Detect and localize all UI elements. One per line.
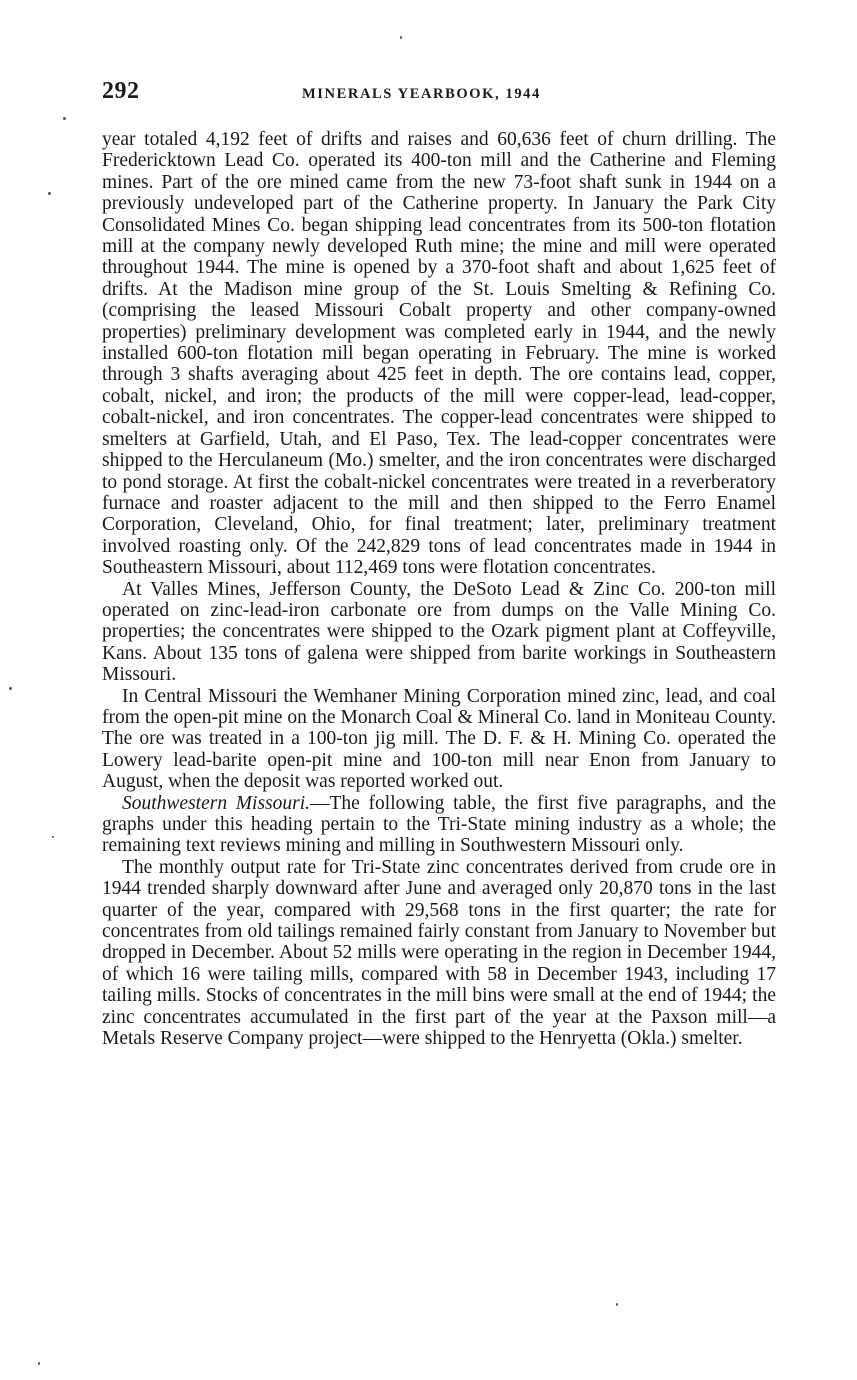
page-header bbox=[102, 78, 776, 108]
paragraph-text: In Central Missouri the Wemhaner Mining Corporation mined zinc, lead, and coal from the open-pit mine on the Monarch Coal & Mineral Co. land in Moniteau County. The ore was treated in a 100-ton jig mill. The D. F. & H. Mining Co. operated the Lowery lead-barite open-pit mine and 100-ton mill near Enon from January to August, when the deposit was reported worked out. bbox=[102, 685, 776, 793]
paragraph-monthly-output bbox=[102, 857, 776, 1050]
scan-speck bbox=[400, 36, 402, 39]
scan-speck bbox=[63, 117, 66, 120]
scan-speck bbox=[9, 687, 12, 690]
running-head: MINERALS YEARBOOK, 1944 bbox=[302, 86, 541, 102]
paragraph-text: The monthly output rate for Tri-State zinc concentrates derived from crude ore in 1944 trended sharply downward after June and averaged only 20,870 tons in the last quarter of the year, compared with 29,568 tons in the first quarter; the rate for concentrates from old tailings remained fairly constant from January to November but dropped in December. About 52 mills were operating in the region in December 1944, of which 16 were tailing mills, compared with 58 in December 1943, including 17 tailing mills. Stocks of concentrates in the mill bins were small at the end of 1944; the zinc concentrates accumulated in the first part of the year at the Paxson mill—a Metals Reserve Company project—were shipped to the Henryetta (Okla.) smelter. bbox=[102, 856, 776, 1050]
paragraph-central-missouri bbox=[102, 686, 776, 793]
scan-speck bbox=[52, 836, 54, 838]
paragraph-text: —The following table, the first five paragraphs, and the graphs under this heading pertain to the Tri-State mining industry as a whole; the remaining text reviews mining and milling in Southwestern Missouri only. bbox=[102, 792, 776, 857]
scan-speck bbox=[48, 192, 51, 195]
paragraph-text: At Valles Mines, Jefferson County, the DeSoto Lead & Zinc Co. 200-ton mill operated on zinc-lead-iron carbonate ore from dumps on the Valle Mining Co. properties; the concentrates were shipped to the Ozark pigment plant at Coffeyville, Kans. About 135 tons of galena were shipped from barite workings in Southeastern Missouri. bbox=[102, 578, 776, 686]
paragraph-text: year totaled 4,192 feet of drifts and raises and 60,636 feet of churn drilling. The Fredericktown Lead Co. operated its 400-ton mill and the Catherine and Fleming mines. Part of the ore mined came from the new 73-foot shaft sunk in 1944 on a previously undeveloped part of the Catherine property. In January the Park City Consolidated Mines Co. began shipping lead concentrates from its 500-ton flotation mill at the company newly developed Ruth mine; the mine and mill were operated throughout 1944. The mine is opened by a 370-foot shaft and about 1,625 feet of drifts. At the Madison mine group of the St. Louis Smelting & Refining Co. (comprising the leased Missouri Cobalt property and other company-owned properties) preliminary development was completed early in 1944, and the newly installed 600-ton flotation mill began operating in February. The mine is worked through 3 shafts averaging about 425 feet in depth. The ore contains lead, copper, cobalt, nickel, and iron; the products of the mill were copper-lead, lead-copper, cobalt-nickel, and iron concentrates. The copper-lead concentrates were shipped to smelters at Garfield, Utah, and El Paso, Tex. The lead-copper concentrates were shipped to the Herculaneum (Mo.) smelter, and the iron concentrates were discharged to pond storage. At first the cobalt-nickel concentrates were treated in a reverberatory furnace and roaster adjacent to the mill and then shipped to the Ferro Enamel Corporation, Cleveland, Ohio, for final treatment; later, preliminary treatment involved roasting only. Of the 242,829 tons of lead concentrates made in 1944 in Southeastern Missouri, about 112,469 tons were flotation concentrates. bbox=[102, 129, 776, 579]
paragraph-continued bbox=[102, 129, 776, 579]
paragraph-southwestern-missouri bbox=[102, 793, 776, 857]
section-run-in-heading: Southwestern Missouri. bbox=[122, 792, 311, 814]
scan-speck bbox=[616, 1303, 618, 1306]
body-text bbox=[102, 129, 776, 1049]
paragraph-valles-mines bbox=[102, 579, 776, 686]
scan-speck bbox=[38, 1362, 40, 1365]
page-number: 292 bbox=[102, 78, 140, 104]
